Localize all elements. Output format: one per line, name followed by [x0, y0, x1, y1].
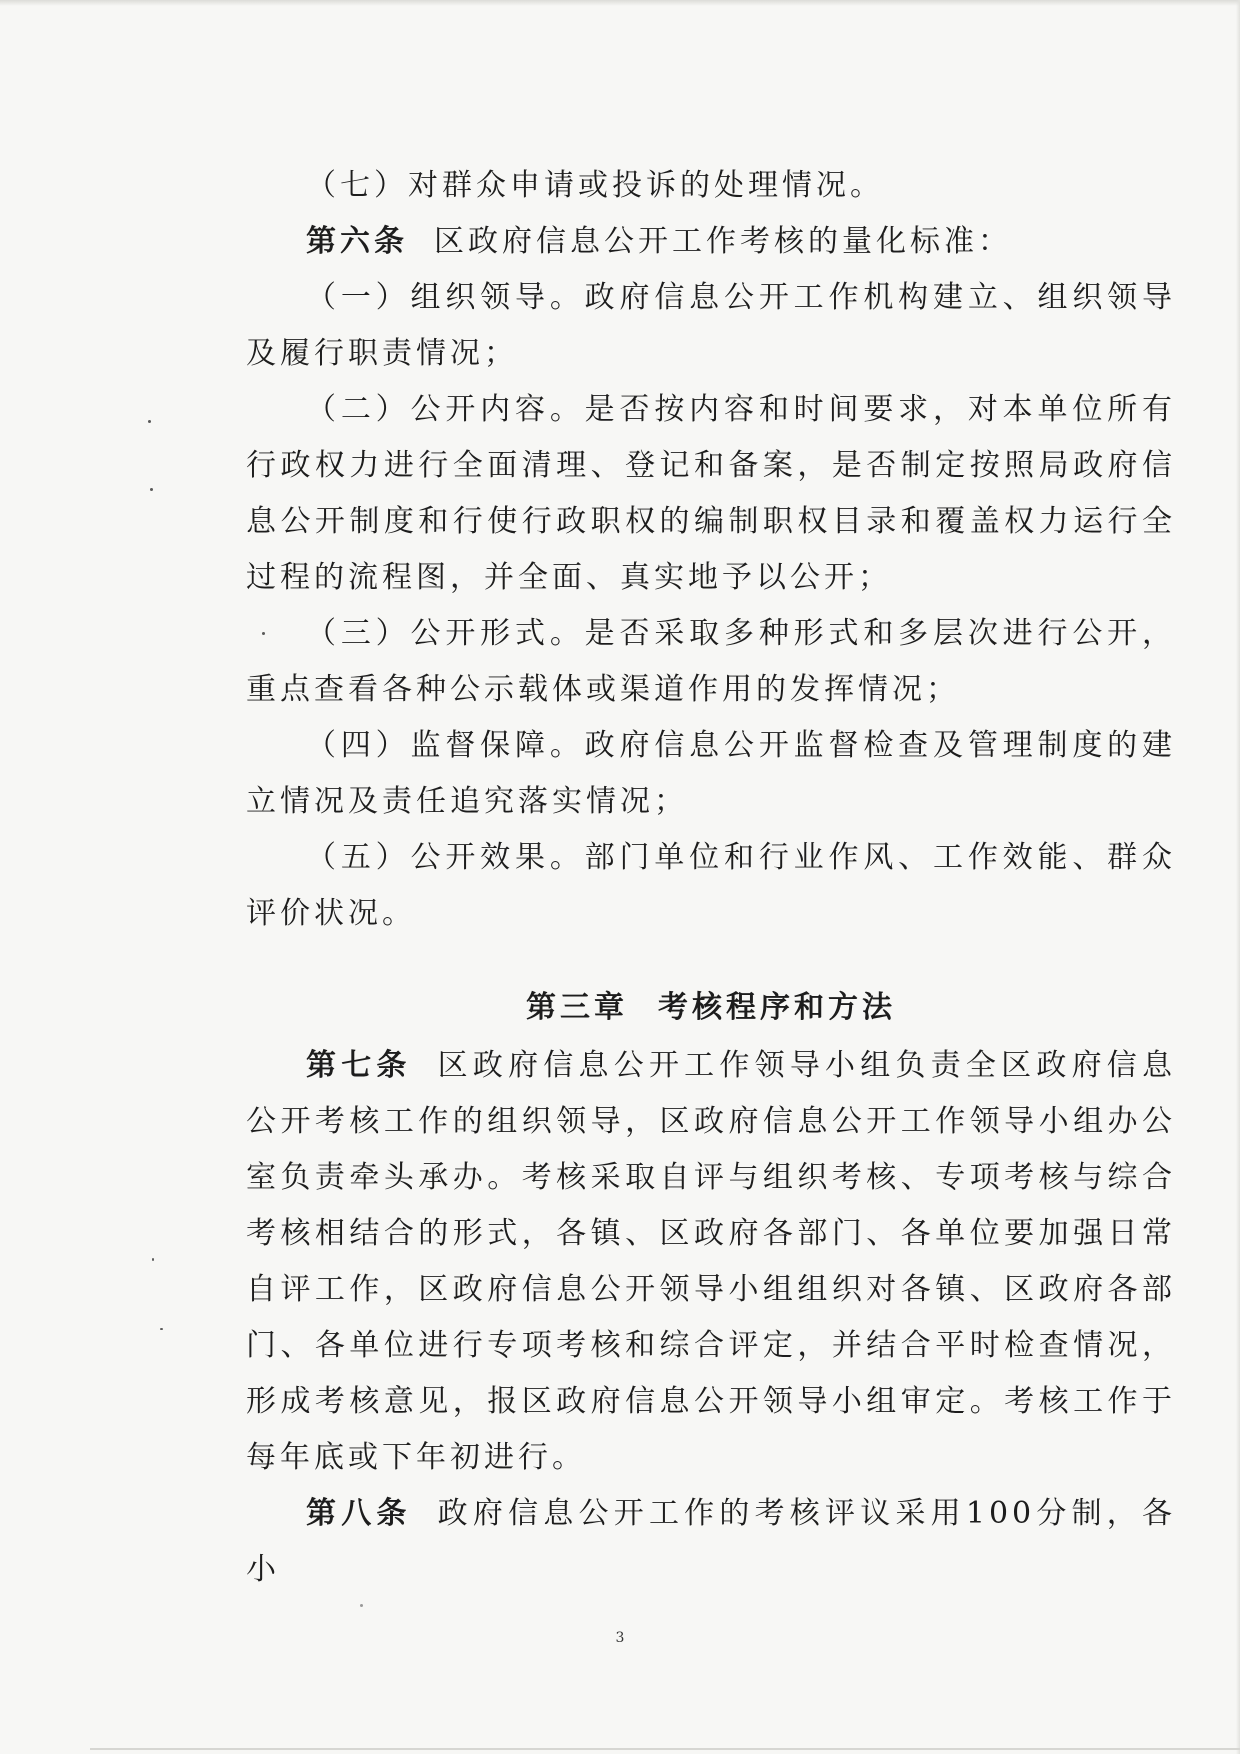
- scan-edge-top: [0, 0, 1240, 6]
- scan-edge-bottom: [90, 1748, 1240, 1750]
- scan-speck: [148, 420, 151, 423]
- scan-speck: [150, 488, 153, 491]
- clause-7-item: [246, 158, 1176, 214]
- scan-speck: [160, 1328, 163, 1330]
- paragraph-text: （七）对群众申请或投诉的处理情况。: [306, 168, 884, 203]
- paragraph-text: （一）组织领导。政府信息公开工作机构建立、组织领导及履行职责情况；: [246, 280, 1176, 371]
- paragraph-text: （三）公开形式。是否采取多种形式和多层次进行公开，重点查看各种公示载体或渠道作用的发挥情况；: [246, 616, 1176, 707]
- paragraph-text: （二）公开内容。是否按内容和时间要求，对本单位所有行政权力进行全面清理、登记和备案，是否制定按照局政府信息公开制度和行使行政职权的编制职权目录和覆盖权力运行全过程的流程图，并全面、真实地予以公开；: [246, 392, 1176, 595]
- paragraph-text: （四）监督保障。政府信息公开监督检查及管理制度的建立情况及责任追究落实情况；: [246, 728, 1176, 819]
- chapter-title: 考核程序和方法: [658, 990, 896, 1025]
- article-6-item-1: [246, 270, 1176, 382]
- article-6-item-2: [246, 382, 1176, 606]
- article-6-item-3: [246, 606, 1176, 718]
- article-6-item-5: [246, 830, 1176, 942]
- article-7: [246, 1038, 1176, 1486]
- article-6-item-4: [246, 718, 1176, 830]
- article-lead: 第六条: [306, 224, 408, 259]
- paragraph-text: 区政府信息公开工作领导小组负责全区政府信息公开考核工作的组织领导，区政府信息公开工作领导小组办公室负责牵头承办。考核采取自评与组织考核、专项考核与综合考核相结合的形式，各镇、区政府各部门、各单位要加强日常自评工作，区政府信息公开领导小组组织对各镇、区政府各部门、各单位进行专项考核和综合评定，并结合平时检查情况，形成考核意见，报区政府信息公开领导小组审定。考核工作于每年底或下年初进行。: [246, 1048, 1177, 1475]
- paragraph-text: 区政府信息公开工作考核的量化标准：: [434, 224, 1012, 259]
- body-text: [246, 158, 1176, 1598]
- scan-speck: [360, 1604, 363, 1607]
- scan-speck: [152, 1258, 154, 1261]
- chapter-number: 第三章: [526, 990, 628, 1025]
- paragraph-text: 政府信息公开工作的考核评议采用100分制，各小: [246, 1496, 1177, 1587]
- article-lead: 第七条: [306, 1048, 412, 1083]
- article-8: [246, 1486, 1176, 1598]
- article-lead: 第八条: [306, 1496, 412, 1531]
- paragraph-text: （五）公开效果。部门单位和行业作风、工作效能、群众评价状况。: [246, 840, 1176, 931]
- chapter-heading: [246, 978, 1176, 1038]
- page-number: 3: [615, 1630, 625, 1646]
- article-6: [246, 214, 1176, 270]
- scan-edge-right: [1236, 0, 1240, 1754]
